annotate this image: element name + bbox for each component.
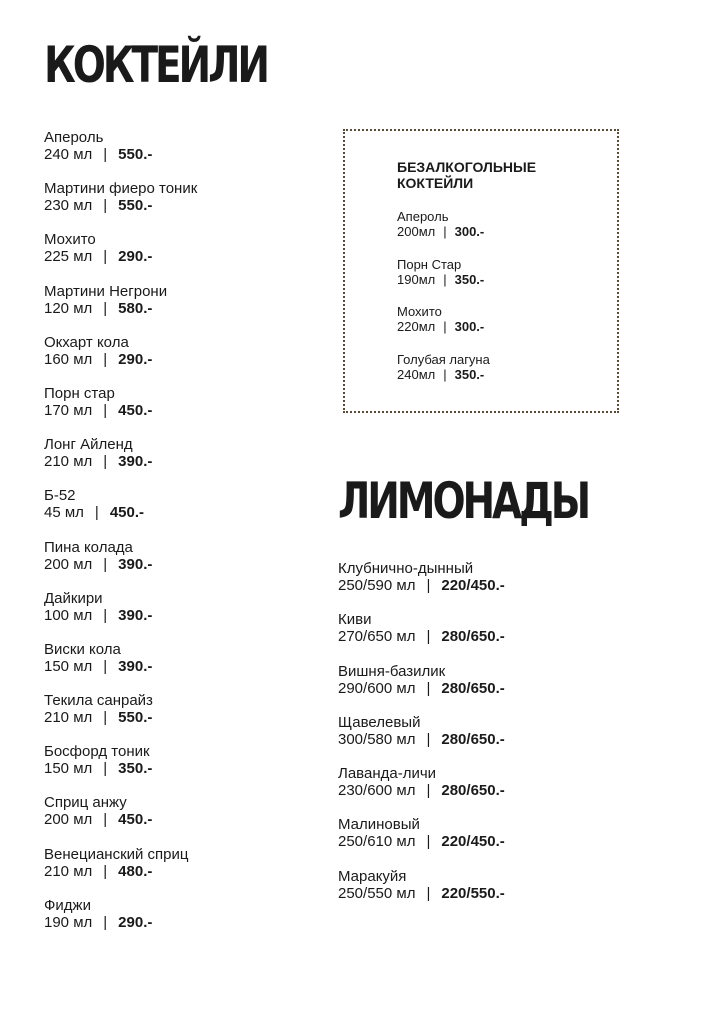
menu-item — [44, 794, 197, 845]
menu-item — [338, 816, 505, 867]
item-volume: 270/650 мл — [338, 628, 416, 646]
item-volume: 300/580 мл — [338, 730, 416, 748]
item-price: 390.- — [118, 657, 153, 675]
item-name: Клубнично-дынный — [338, 560, 474, 577]
menu-item — [44, 283, 197, 334]
menu-item — [338, 714, 505, 765]
item-details — [338, 628, 505, 645]
menu-item — [44, 231, 197, 282]
item-name: Порн Стар — [397, 256, 462, 272]
separator: | — [103, 657, 108, 675]
menu-item — [44, 897, 197, 948]
item-details — [338, 577, 505, 594]
separator: | — [443, 366, 447, 382]
menu-item — [44, 590, 197, 641]
menu-item — [397, 304, 490, 352]
menu-item — [44, 487, 197, 538]
item-details — [338, 885, 505, 902]
item-price: 550.- — [118, 709, 153, 727]
menu-item — [338, 611, 505, 662]
item-name: Б-52 — [44, 487, 76, 505]
item-volume: 190 мл — [44, 913, 93, 931]
item-price: 290.- — [118, 248, 153, 266]
item-price: 300.- — [454, 319, 485, 334]
item-name: Мартини фиеро тоник — [44, 180, 198, 198]
item-name: Текила санрайз — [44, 692, 153, 710]
item-volume: 225 мл — [44, 248, 93, 266]
item-volume: 160 мл — [44, 350, 93, 368]
item-name: Босфорд тоник — [44, 743, 150, 761]
separator: | — [426, 884, 431, 902]
separator: | — [426, 628, 431, 646]
item-volume: 240мл — [397, 366, 436, 382]
item-details — [44, 453, 197, 470]
item-details — [44, 248, 197, 265]
separator: | — [443, 224, 447, 239]
separator: | — [103, 197, 108, 215]
separator: | — [103, 555, 108, 573]
separator: | — [103, 760, 108, 778]
item-volume: 45 мл — [44, 504, 84, 522]
item-volume: 170 мл — [44, 401, 93, 419]
item-volume: 230 мл — [44, 197, 93, 215]
item-price: 480.- — [118, 862, 153, 880]
item-name: Виски кола — [44, 640, 121, 658]
menu-item — [338, 765, 505, 816]
menu-item — [44, 692, 197, 743]
item-price: 450.- — [109, 504, 145, 522]
item-name: Венецианский сприц — [44, 845, 189, 863]
item-volume: 250/550 мл — [338, 884, 416, 902]
item-details — [44, 658, 197, 675]
cocktails-heading: КОКТЕЙЛИ — [44, 36, 267, 94]
non-alcoholic-box — [343, 129, 619, 413]
item-price: 390.- — [118, 453, 153, 471]
menu-item — [44, 641, 197, 692]
item-details — [44, 760, 197, 777]
item-price: 550.- — [118, 197, 153, 215]
lemonades-heading: ЛИМОНАДЫ — [338, 472, 589, 530]
item-details — [44, 863, 197, 880]
item-volume: 250/590 мл — [338, 577, 416, 594]
item-details — [338, 782, 505, 799]
item-volume: 200 мл — [44, 811, 93, 829]
item-name: Вишня-базилик — [338, 662, 446, 680]
separator: | — [103, 709, 108, 727]
lemonades-list — [338, 560, 505, 919]
item-name: Апероль — [44, 129, 104, 146]
item-volume: 150 мл — [44, 657, 93, 675]
separator: | — [103, 350, 108, 368]
item-price: 350.- — [454, 366, 485, 382]
menu-item — [44, 334, 197, 385]
item-volume: 120 мл — [44, 299, 93, 317]
menu-item — [44, 539, 197, 590]
item-details — [44, 914, 197, 931]
item-details — [397, 367, 490, 382]
item-price: 280/650.- — [441, 730, 505, 748]
item-name: Мохито — [397, 304, 442, 319]
item-price: 580.- — [118, 299, 153, 317]
item-details — [338, 680, 505, 697]
item-volume: 290/600 мл — [338, 679, 416, 697]
separator: | — [103, 248, 108, 266]
item-price: 220/450.- — [441, 833, 505, 851]
menu-item — [44, 743, 197, 794]
menu-item — [338, 868, 505, 919]
item-name: Малиновый — [338, 816, 420, 834]
separator: | — [426, 833, 431, 851]
separator: | — [103, 862, 108, 880]
menu-item — [44, 436, 197, 487]
item-volume: 240 мл — [44, 146, 93, 163]
item-details — [44, 402, 197, 419]
item-volume: 250/610 мл — [338, 833, 416, 851]
item-details — [338, 731, 505, 748]
separator: | — [443, 271, 447, 287]
menu-item — [338, 663, 505, 714]
item-details — [44, 556, 197, 573]
separator: | — [103, 146, 108, 163]
item-details — [338, 833, 505, 850]
separator: | — [443, 319, 447, 334]
item-name: Мохито — [44, 231, 96, 249]
separator: | — [103, 811, 108, 829]
separator: | — [103, 299, 108, 317]
item-details — [397, 319, 490, 334]
item-name: Окхарт кола — [44, 333, 129, 351]
item-volume: 190мл — [397, 271, 436, 287]
item-price: 300.- — [454, 224, 485, 239]
item-volume: 210 мл — [44, 709, 93, 727]
menu-item — [338, 560, 505, 611]
cocktails-list — [44, 129, 197, 948]
separator: | — [94, 504, 99, 522]
item-name: Порн стар — [44, 384, 115, 402]
item-name: Киви — [338, 611, 372, 629]
separator: | — [426, 679, 431, 697]
menu-item — [44, 180, 197, 231]
item-details — [44, 146, 197, 163]
item-details — [44, 504, 197, 521]
item-volume: 220мл — [397, 319, 436, 334]
item-price: 280/650.- — [441, 679, 505, 697]
item-details — [44, 300, 197, 317]
item-name: Лаванда-личи — [338, 765, 437, 783]
item-details — [44, 709, 197, 726]
item-details — [44, 351, 197, 368]
item-price: 390.- — [118, 555, 153, 573]
separator: | — [103, 453, 108, 471]
separator: | — [426, 730, 431, 748]
separator: | — [103, 606, 108, 624]
item-price: 350.- — [454, 271, 485, 287]
item-price: 290.- — [118, 350, 153, 368]
item-price: 450.- — [118, 811, 153, 829]
menu-item — [397, 257, 490, 305]
item-volume: 150 мл — [44, 760, 93, 778]
item-name: Пина колада — [44, 538, 133, 556]
item-price: 450.- — [118, 401, 153, 419]
menu-item — [397, 352, 490, 400]
item-details — [44, 811, 197, 828]
item-volume: 210 мл — [44, 453, 93, 471]
item-name: Сприц анжу — [44, 794, 127, 812]
item-details — [44, 607, 197, 624]
item-volume: 230/600 мл — [338, 782, 416, 800]
menu-item — [44, 129, 197, 180]
item-price: 280/650.- — [441, 628, 505, 646]
item-price: 220/550.- — [441, 884, 505, 902]
item-name: Лонг Айленд — [44, 436, 133, 454]
item-details — [397, 272, 490, 287]
separator: | — [426, 577, 431, 594]
menu-item — [44, 846, 197, 897]
item-name: Фиджи — [44, 896, 91, 914]
separator: | — [426, 782, 431, 800]
item-name: Апероль — [397, 209, 449, 224]
item-name: Маракуйя — [338, 867, 407, 885]
item-price: 390.- — [118, 606, 153, 624]
item-volume: 200мл — [397, 224, 436, 239]
item-volume: 210 мл — [44, 862, 93, 880]
non-alcoholic-heading: БЕЗАЛКОГОЛЬНЫЕ КОКТЕЙЛИ — [397, 159, 537, 191]
item-price: 350.- — [118, 760, 153, 778]
non-alcoholic-list — [397, 209, 490, 399]
item-name: Щавелевый — [338, 713, 421, 731]
separator: | — [103, 913, 108, 931]
menu-item — [397, 209, 490, 257]
item-details — [44, 197, 197, 214]
item-name: Голубая лагуна — [397, 351, 490, 367]
item-price: 220/450.- — [441, 577, 505, 594]
item-price: 550.- — [118, 146, 153, 163]
item-volume: 200 мл — [44, 555, 93, 573]
item-volume: 100 мл — [44, 606, 93, 624]
separator: | — [103, 401, 108, 419]
item-details — [397, 224, 490, 239]
item-price: 280/650.- — [441, 782, 505, 800]
item-name: Мартини Негрони — [44, 282, 168, 300]
menu-item — [44, 385, 197, 436]
item-price: 290.- — [118, 913, 153, 931]
item-name: Дайкири — [44, 589, 103, 607]
